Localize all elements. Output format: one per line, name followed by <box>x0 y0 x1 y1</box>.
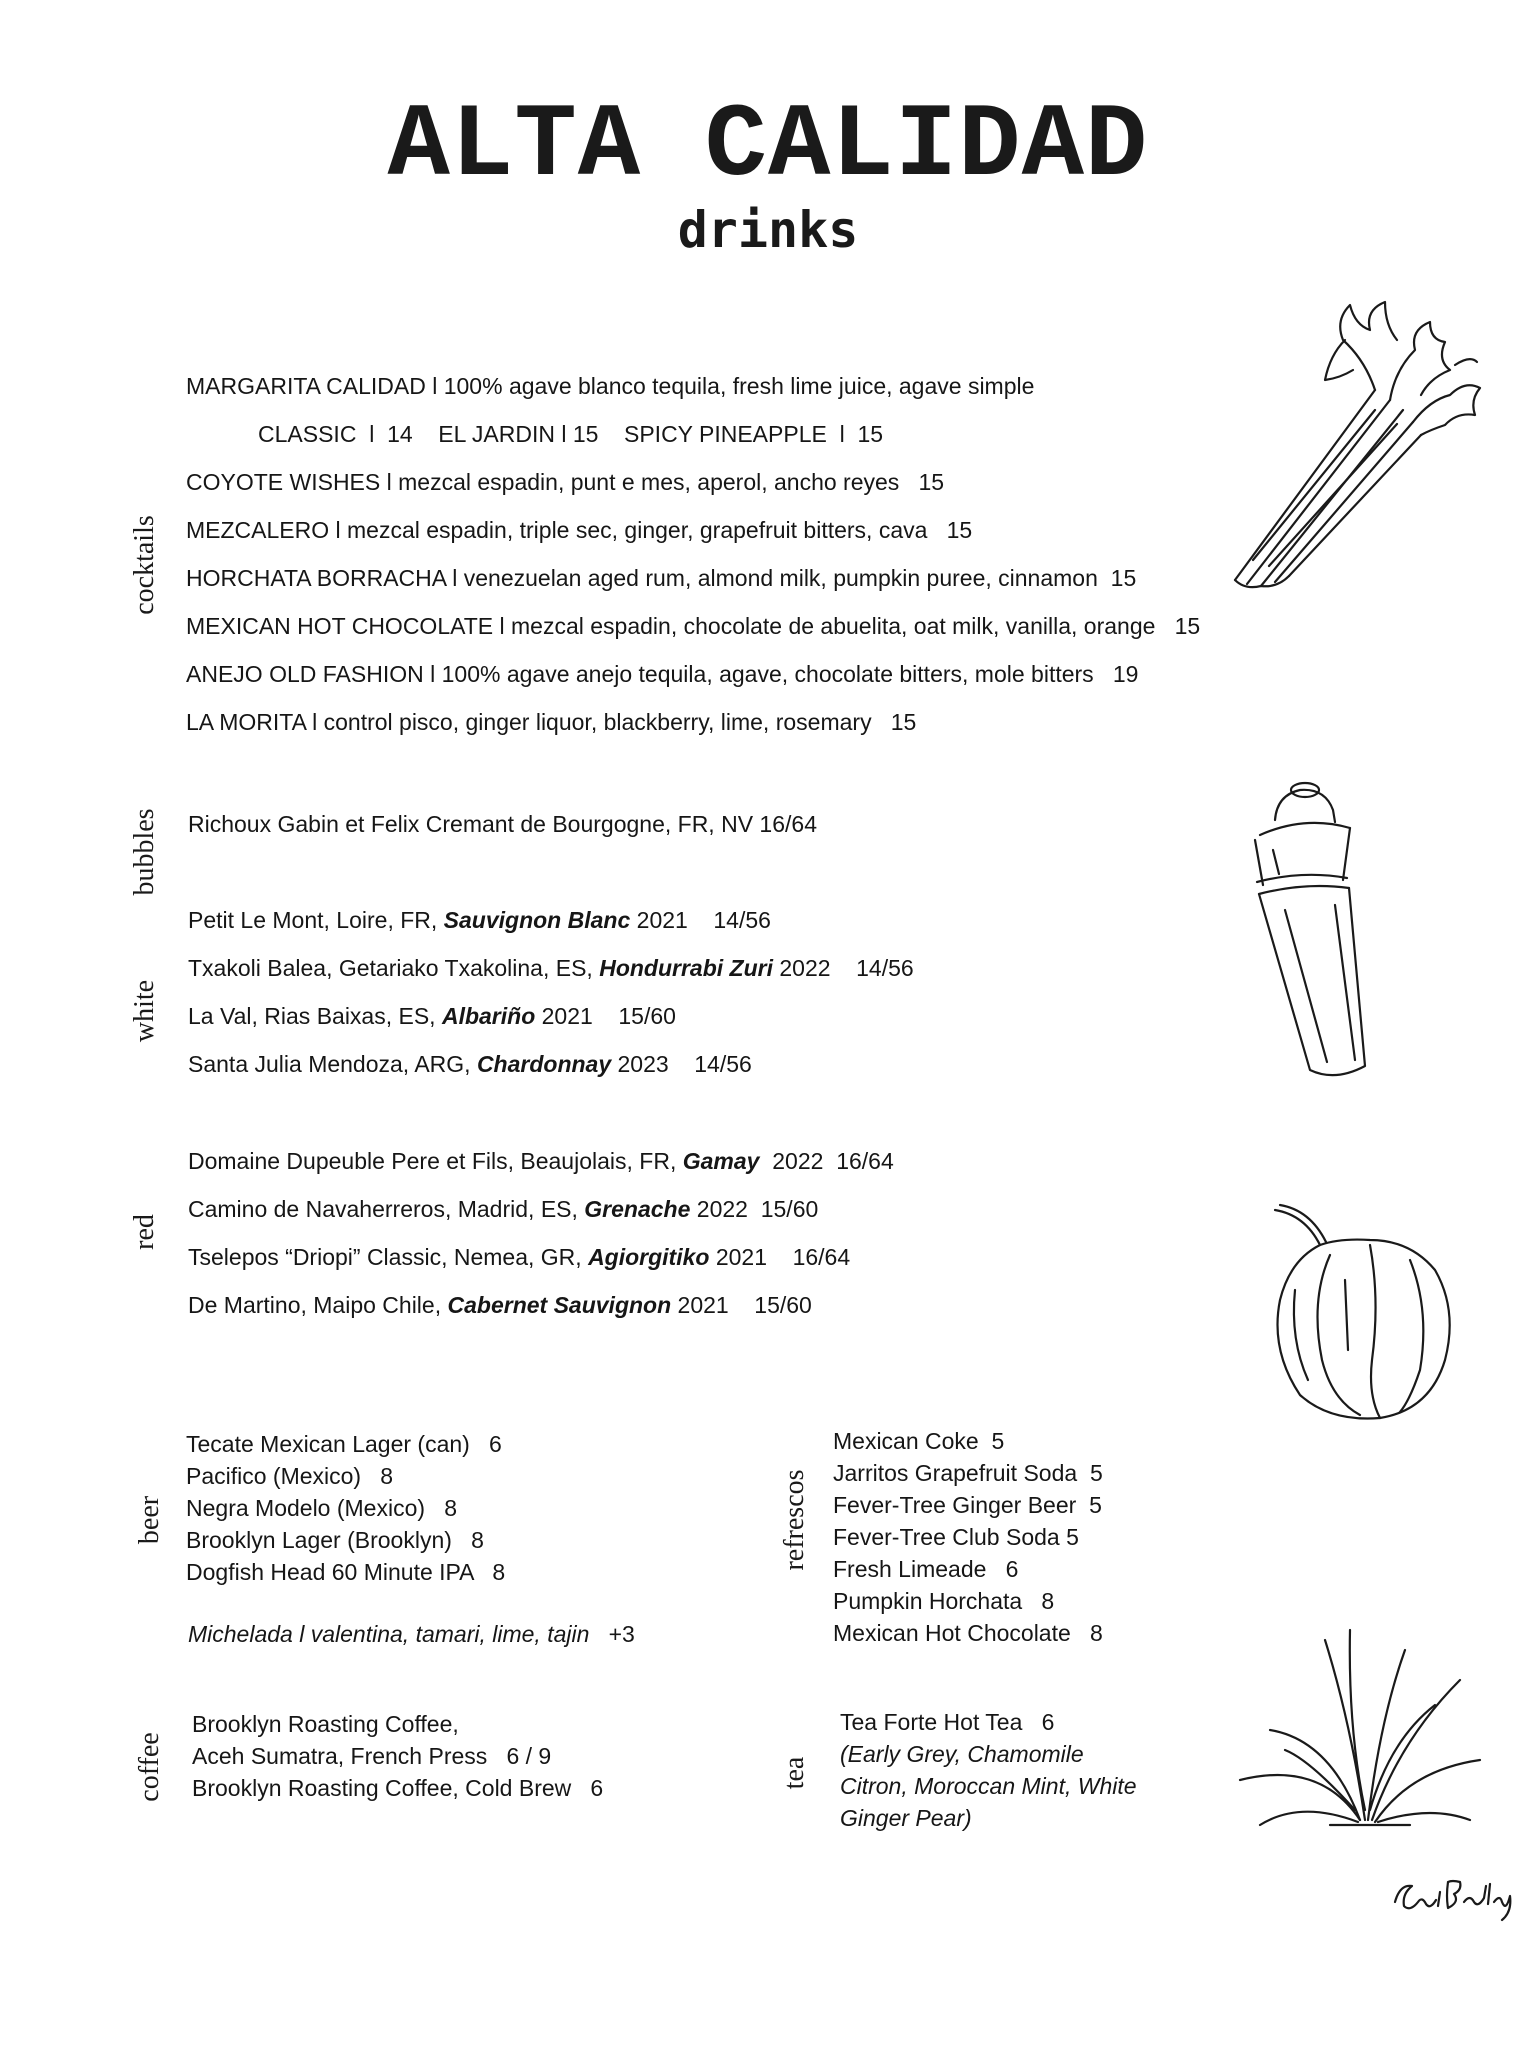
cocktail-item: MEZCALERO l mezcal espadin, triple sec, ginger, grapefruit bitters, cava 15 <box>186 517 973 543</box>
menu-title: ALTA CALIDAD <box>387 88 1149 206</box>
coffee-item: Aceh Sumatra, French Press 6 / 9 <box>192 1743 552 1769</box>
cocktail-margarita-variants: CLASSIC l 14 EL JARDIN l 15 SPICY PINEAPPLE l 15 <box>258 421 884 447</box>
red-wine-item: Camino de Navaherreros, Madrid, ES, Grenache 2022 15/60 <box>188 1196 819 1222</box>
refresco-item: Pumpkin Horchata 8 <box>833 1588 1055 1614</box>
tea-varieties-line: Ginger Pear) <box>840 1805 972 1831</box>
michelada-item: Michelada l valentina, tamari, lime, tajin +3 <box>188 1621 635 1647</box>
beer-item: Brooklyn Lager (Brooklyn) 8 <box>186 1527 484 1553</box>
cocktail-margarita: MARGARITA CALIDAD l 100% agave blanco tequila, fresh lime juice, agave simple <box>186 373 1035 399</box>
agave-illustration <box>1230 1610 1490 1840</box>
cocktail-item: ANEJO OLD FASHION l 100% agave anejo tequila, agave, chocolate bitters, mole bitters 19 <box>186 661 1139 687</box>
refresco-item: Fever-Tree Club Soda 5 <box>833 1524 1079 1550</box>
pepper-illustration <box>1260 1200 1460 1430</box>
refresco-item: Fresh Limeade 6 <box>833 1556 1019 1582</box>
menu-subtitle: drinks <box>677 201 859 259</box>
beer-item: Tecate Mexican Lager (can) 6 <box>186 1431 502 1457</box>
red-wine-item: De Martino, Maipo Chile, Cabernet Sauvignon 2021 15/60 <box>188 1292 812 1318</box>
section-label-beer: beer <box>134 1495 165 1545</box>
section-label-refrescos: refrescos <box>779 1469 810 1571</box>
section-label-coffee: coffee <box>134 1732 165 1802</box>
section-label-white: white <box>129 979 160 1043</box>
cocktail-item: LA MORITA l control pisco, ginger liquor, blackberry, lime, rosemary 15 <box>186 709 917 735</box>
refresco-item: Jarritos Grapefruit Soda 5 <box>833 1460 1103 1486</box>
cocktail-item: HORCHATA BORRACHA l venezuelan aged rum, almond milk, pumpkin puree, cinnamon 15 <box>186 565 1137 591</box>
tea-item: Tea Forte Hot Tea 6 <box>840 1709 1055 1735</box>
beer-item: Dogfish Head 60 Minute IPA 8 <box>186 1559 506 1585</box>
white-wine-item: Txakoli Balea, Getariako Txakolina, ES, Hondurrabi Zuri 2022 14/56 <box>188 955 914 981</box>
white-wine-item: La Val, Rias Baixas, ES, Albariño 2021 15/60 <box>188 1003 676 1029</box>
cocktail-shaker-illustration <box>1215 770 1415 1090</box>
white-wine-item: Petit Le Mont, Loire, FR, Sauvignon Blanc 2021 14/56 <box>188 907 771 933</box>
beer-item: Pacifico (Mexico) 8 <box>186 1463 394 1489</box>
coffee-item: Brooklyn Roasting Coffee, Cold Brew 6 <box>192 1775 604 1801</box>
section-label-bubbles: bubbles <box>129 808 160 896</box>
beer-item: Negra Modelo (Mexico) 8 <box>186 1495 457 1521</box>
refresco-item: Mexican Hot Chocolate 8 <box>833 1620 1103 1646</box>
section-label-cocktails: cocktails <box>129 515 160 615</box>
tea-varieties-line: (Early Grey, Chamomile <box>840 1741 1084 1767</box>
cocktail-item: COYOTE WISHES l mezcal espadin, punt e mes, aperol, ancho reyes 15 <box>186 469 945 495</box>
section-label-tea: tea <box>779 1756 810 1790</box>
bubbles-item: Richoux Gabin et Felix Cremant de Bourgogne, FR, NV 16/64 <box>188 811 817 837</box>
tea-varieties-line: Citron, Moroccan Mint, White <box>840 1773 1137 1799</box>
white-wine-item: Santa Julia Mendoza, ARG, Chardonnay 2023 14/56 <box>188 1051 752 1077</box>
celery-illustration <box>1225 300 1485 590</box>
cocktail-item: MEXICAN HOT CHOCOLATE l mezcal espadin, chocolate de abuelita, oat milk, vanilla, orange 15 <box>186 613 1201 639</box>
refresco-item: Mexican Coke 5 <box>833 1428 1005 1454</box>
red-wine-item: Tselepos “Driopi” Classic, Nemea, GR, Agiorgitiko 2021 16/64 <box>188 1244 851 1270</box>
red-wine-item: Domaine Dupeuble Pere et Fils, Beaujolais, FR, Gamay 2022 16/64 <box>188 1148 894 1174</box>
artist-signature <box>1390 1872 1520 1922</box>
section-label-red: red <box>129 1214 160 1250</box>
coffee-item: Brooklyn Roasting Coffee, <box>192 1711 459 1737</box>
refresco-item: Fever-Tree Ginger Beer 5 <box>833 1492 1102 1518</box>
